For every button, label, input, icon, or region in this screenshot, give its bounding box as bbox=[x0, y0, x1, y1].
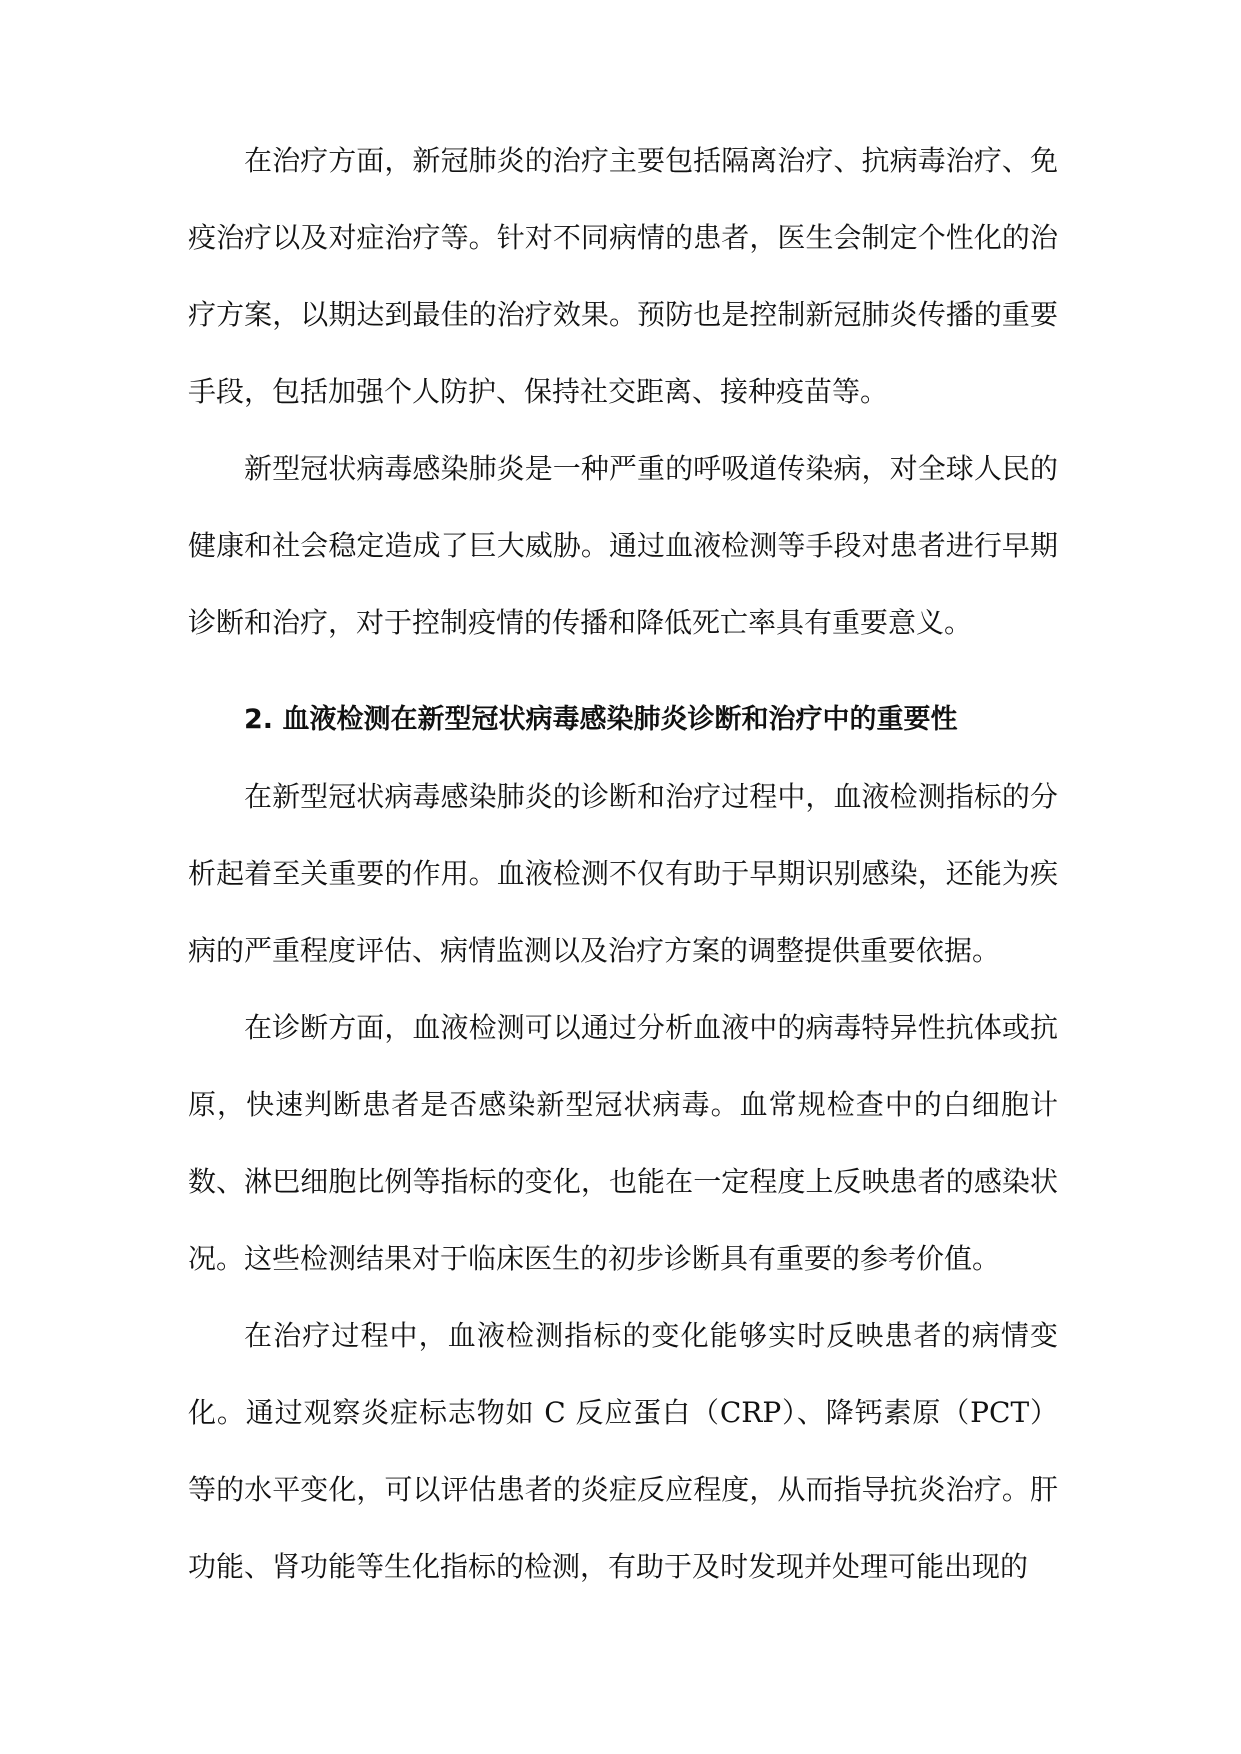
section-heading: 2. 血液检测在新型冠状病毒感染肺炎诊断和治疗中的重要性 bbox=[244, 704, 958, 735]
paragraph-importance: 在新型冠状病毒感染肺炎的诊断和治疗过程中，血液检测指标的分析起着至关重要的作用。血液检测不仅有助于早期识别感染，还能为疾病的严重程度评估、病情监测以及治疗方案的调整提供重要依据。 bbox=[188, 780, 1058, 967]
paragraph-treatment-monitoring: 在治疗过程中，血液检测指标的变化能够实时反映患者的病情变化。通过观察炎症标志物如 C 反应蛋白（CRP）、降钙素原（PCT）等的水平变化，可以评估患者的炎症反应程度，从而指导抗炎治疗。肝功能、肾功能等生化指标的检测，有助于及时发现并处理可能出现的 bbox=[188, 1319, 1058, 1583]
paragraph-diagnosis: 在诊断方面，血液检测可以通过分析血液中的病毒特异性抗体或抗原，快速判断患者是否感染新型冠状病毒。血常规检查中的白细胞计数、淋巴细胞比例等指标的变化，也能在一定程度上反映患者的感染状况。这些检测结果对于临床医生的初步诊断具有重要的参考价值。 bbox=[188, 1011, 1058, 1275]
paragraph-treatment: 在治疗方面，新冠肺炎的治疗主要包括隔离治疗、抗病毒治疗、免疫治疗以及对症治疗等。针对不同病情的患者，医生会制定个性化的治疗方案，以期达到最佳的治疗效果。预防也是控制新冠肺炎传播的重要手段，包括加强个人防护、保持社交距离、接种疫苗等。 bbox=[188, 144, 1058, 408]
paragraph-summary: 新型冠状病毒感染肺炎是一种严重的呼吸道传染病，对全球人民的健康和社会稳定造成了巨大威胁。通过血液检测等手段对患者进行早期诊断和治疗，对于控制疫情的传播和降低死亡率具有重要意义。 bbox=[188, 452, 1058, 639]
document-body bbox=[188, 122, 1058, 1605]
